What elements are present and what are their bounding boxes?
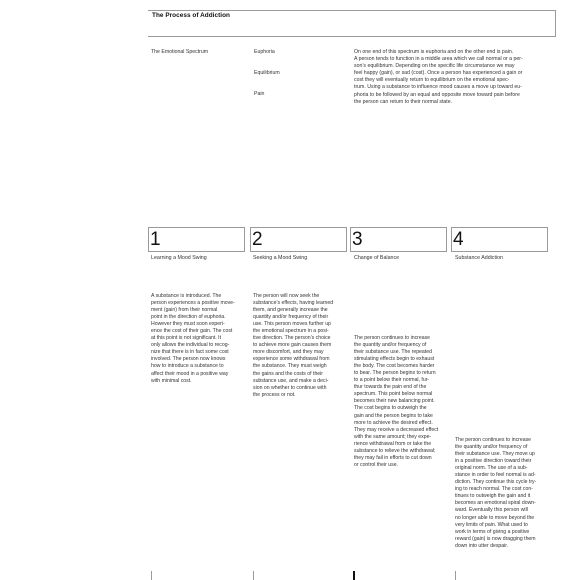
stage-3-text	[354, 335, 446, 469]
text-line: more discomfort, and they may	[253, 349, 324, 356]
stage-4-text	[455, 437, 547, 550]
text-line: ence the cost of their gain. The cost	[151, 328, 233, 335]
spectrum-label: The Emotional Spectrum	[151, 49, 209, 55]
text-line: to achieve more gain causes them	[253, 342, 332, 349]
stage-3-box	[350, 227, 447, 252]
text-line: them, and generally increase the	[253, 307, 328, 314]
text-line: only allows the individual to recog-	[151, 342, 230, 349]
text-line: The person will now seek the	[253, 293, 320, 299]
text-line: tive direction. The person’s choice	[253, 335, 331, 342]
text-line: substance use, and make a deci-	[253, 377, 329, 384]
text-line: the emotional spectrum in a posi-	[253, 328, 329, 335]
text-line: at this point is not significant. It	[151, 335, 222, 342]
text-line: with minimal cost.	[151, 377, 192, 384]
text-line: stimulating effects begin to exhaust	[354, 356, 435, 363]
text-line: phoria to be followed by an equal and opposite move toward pain before	[354, 91, 520, 98]
tick-mark-active	[353, 571, 355, 580]
text-line: They may receive a decreased effect	[354, 426, 439, 433]
text-line: ward. Eventually this person will	[455, 507, 528, 514]
text-line: The cost begins to outweigh the	[354, 405, 427, 412]
text-line: to bear. The person begins to return	[354, 370, 436, 377]
stage-1-box	[148, 227, 245, 252]
text-line: in a positive direction toward their	[455, 458, 532, 465]
page-title: The Process of Addiction	[152, 12, 231, 19]
tick-mark	[455, 571, 456, 580]
text-line: However they must soon experi-	[151, 321, 225, 328]
spectrum-level-equilibrium: Equilibrium	[254, 70, 280, 76]
text-line: down into utter despair.	[455, 542, 509, 549]
text-line: to a point below their normal, fur-	[354, 377, 430, 384]
stage-label: Seeking a Mood Swing	[253, 255, 308, 261]
spectrum-level-euphoria: Euphoria	[254, 49, 275, 55]
text-line: the body. The cost becomes harder	[354, 363, 435, 370]
stage-label: Change of Balance	[354, 255, 400, 261]
text-line: gain and the person begins to take	[354, 412, 433, 419]
text-line: tinues to outweigh the gain and it	[455, 493, 531, 500]
text-line: the gains and the costs of their	[253, 370, 324, 377]
text-line: the process or not.	[253, 391, 296, 398]
text-line: the quantity and/or frequency of	[455, 444, 528, 451]
stage-number: 3	[352, 229, 363, 250]
text-line: no longer able to move beyond the	[455, 514, 535, 521]
text-line: reward (gain) is now dragging them	[455, 535, 536, 542]
stage-2-text	[253, 293, 345, 399]
tick-mark	[253, 571, 254, 580]
text-line: becomes their new balancing point.	[354, 398, 435, 405]
text-line: stance in order to feel normal is ad-	[455, 472, 536, 479]
text-line: point in the direction of euphoria.	[151, 314, 226, 321]
text-line: very limits of pain. What used to	[455, 521, 528, 528]
text-line: the substance. They must weigh	[253, 363, 327, 370]
text-line: becomes an emotional spiral down-	[455, 500, 536, 507]
text-line: with the same amount; they expe-	[354, 433, 432, 440]
text-line: they may fail in efforts to cut down	[354, 454, 432, 461]
text-line: involved. The person now knows	[151, 356, 226, 363]
text-line: A substance is introduced. The	[151, 293, 222, 299]
text-line: or control their use.	[354, 461, 399, 468]
text-line: nize that there is in fact some cost	[151, 349, 229, 356]
title-box	[148, 10, 556, 37]
text-line: quantity and/or frequency of their	[253, 314, 329, 321]
text-line: The person continues to increase	[354, 335, 431, 341]
text-line: use. This person moves further up	[253, 321, 331, 328]
text-line: thur towards the pain end of the	[354, 384, 427, 391]
stage-number: 1	[150, 229, 161, 250]
text-line: rience withdrawal from or take the	[354, 440, 432, 447]
text-line: the person can return to their normal state.	[354, 98, 453, 105]
text-line: their substance use. The repeated	[354, 349, 432, 356]
stage-1-text	[151, 293, 243, 385]
spectrum-level-pain: Pain	[254, 91, 265, 97]
text-line: On one end of this spectrum is euphoria and on the other end is pain.	[354, 49, 514, 55]
tick-mark	[151, 571, 152, 580]
text-line: spectrum. This point below normal	[354, 391, 433, 398]
spectrum-description	[354, 49, 564, 106]
text-line: feel happy (gain), or sad (cost). Once a person has experienced a gain or	[354, 70, 523, 77]
text-line: person experiences a positive move-	[151, 300, 235, 307]
text-line: substance’s effects, having learned	[253, 300, 334, 307]
text-line: the quantity and/or frequency of	[354, 342, 427, 349]
stage-2-box	[250, 227, 347, 252]
text-line: sion on whether to continue with	[253, 384, 327, 391]
text-line: more to achieve the desired effect.	[354, 419, 433, 426]
text-line: their substance use. They move up	[455, 451, 535, 458]
text-line: ment (gain) from their normal	[151, 307, 218, 314]
text-line: The person continues to increase	[455, 437, 532, 443]
stage-number: 4	[453, 229, 464, 250]
text-line: affect their mood in a positive way	[151, 370, 229, 377]
text-line: son’s equilibrium. Depending on the specific life circumstance we may	[354, 63, 515, 70]
text-line: how to introduce a substance to	[151, 363, 224, 370]
text-line: cost they will eventually return to equilibrium on the emotional spec-	[354, 77, 510, 84]
text-line: substance to relieve the withdrawal;	[354, 447, 436, 454]
stage-4-box	[451, 227, 548, 252]
text-line: original norm. The use of a sub-	[455, 465, 528, 472]
stage-number: 2	[252, 229, 263, 250]
stage-label: Substance Addiction	[455, 255, 504, 261]
text-line: work in terms of giving a positive	[455, 528, 530, 535]
text-line: diction. They continue this cycle try-	[455, 479, 537, 486]
text-line: ing to reach normal. The cost con-	[455, 486, 533, 493]
stage-label: Learning a Mood Swing	[151, 255, 207, 261]
text-line: experience some withdrawal from	[253, 356, 330, 363]
text-line: trum. Using a substance to influence mood causes a move up toward eu-	[354, 84, 522, 91]
text-line: A person tends to function in a middle area which we call normal or a per-	[354, 56, 523, 63]
